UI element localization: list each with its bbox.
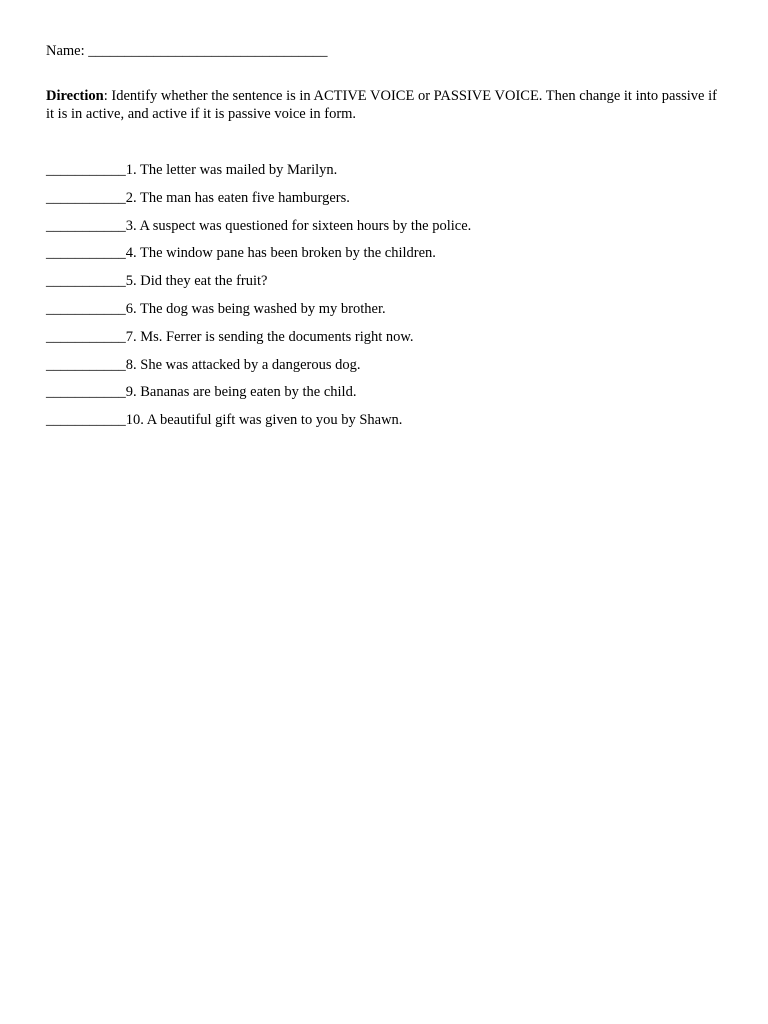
exercise-item-9: ___________9. Bananas are being eaten by the child. bbox=[46, 384, 357, 401]
direction-paragraph bbox=[46, 87, 726, 123]
exercise-item-2: ___________2. The man has eaten five hamburgers. bbox=[46, 189, 350, 206]
exercise-item-8: ___________8. She was attacked by a dangerous dog. bbox=[46, 356, 361, 373]
exercise-item-7: ___________7. Ms. Ferrer is sending the documents right now. bbox=[46, 328, 414, 345]
exercise-item-5: ___________5. Did they eat the fruit? bbox=[46, 273, 268, 290]
direction-label: Direction bbox=[46, 88, 104, 104]
name-field-line: Name: _________________________________ bbox=[46, 43, 328, 59]
exercise-item-1: ___________1. The letter was mailed by Marilyn. bbox=[46, 162, 338, 178]
exercise-item-10: ___________10. A beautiful gift was given to you by Shawn. bbox=[46, 412, 403, 429]
exercise-list bbox=[46, 161, 471, 439]
exercise-item-4: ___________4. The window pane has been broken by the children. bbox=[46, 245, 436, 262]
exercise-item-3: ___________3. A suspect was questioned for sixteen hours by the police. bbox=[46, 217, 472, 234]
direction-text: : Identify whether the sentence is in ACTIVE VOICE or PASSIVE VOICE. Then change it into passive if it is in active, and active if it is passive voice in form. bbox=[46, 88, 717, 122]
exercise-item-6: ___________6. The dog was being washed by my brother. bbox=[46, 300, 386, 317]
